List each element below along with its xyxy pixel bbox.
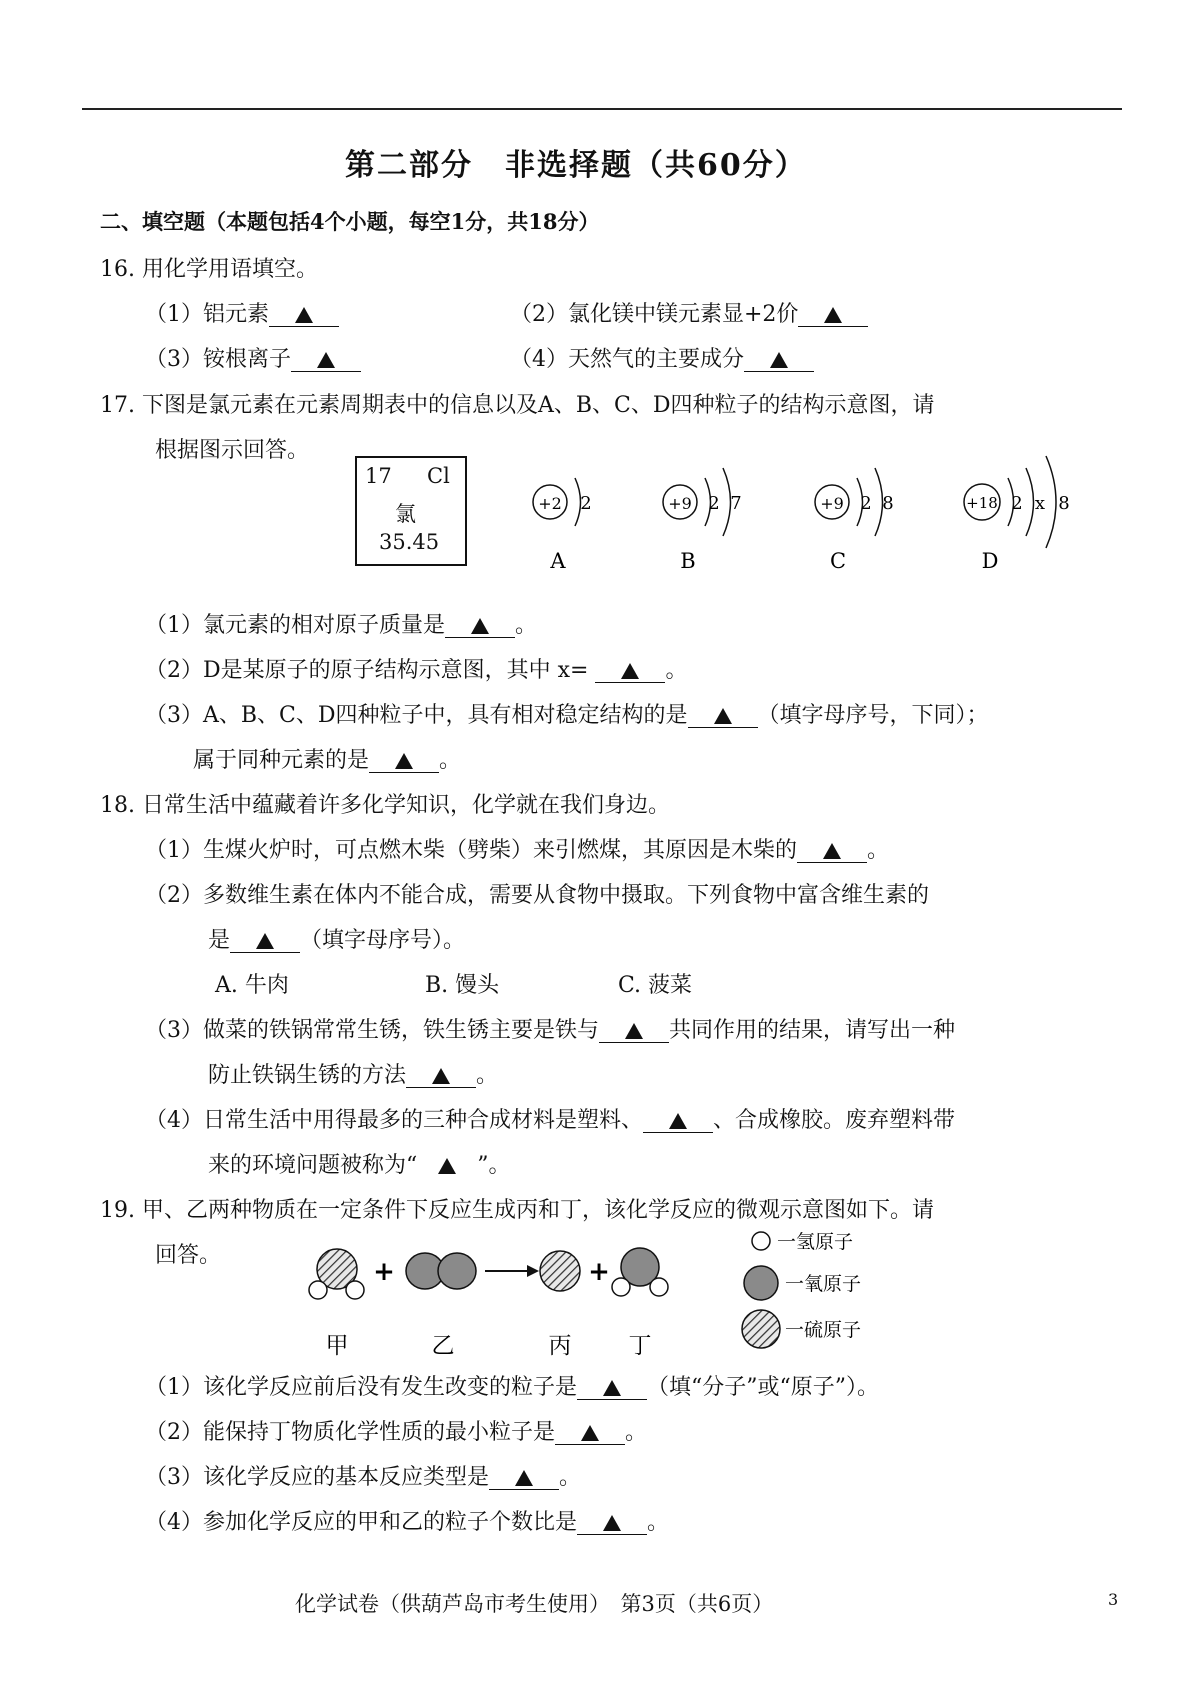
shell-d-2: x [1034, 493, 1046, 514]
label-ding: 丁 [628, 1333, 652, 1359]
q18-part3-text3: 防止铁锅生锈的方法 [208, 1063, 407, 1088]
q16-part1 [145, 297, 339, 328]
atom-diagram-b [663, 468, 742, 573]
atom-diagram-c [815, 468, 894, 573]
q17-part3-text: （3）A、B、C、D四种粒子中，具有相对稳定结构的是 [145, 703, 688, 728]
label-c: C [829, 549, 847, 573]
shell-c-1: 2 [860, 493, 872, 514]
molecule-ding [612, 1248, 668, 1296]
q18-part3-text2: 共同作用的结果，请写出一种 [669, 1018, 956, 1043]
q18-option-c: C. 菠菜 [618, 973, 693, 998]
page-number: 3 [1108, 1590, 1119, 1609]
answer-blank[interactable] [744, 349, 814, 372]
q17-part1 [145, 608, 537, 639]
q19-part4 [145, 1505, 669, 1536]
plus-sign: + [373, 1257, 395, 1287]
answer-blank[interactable] [489, 1467, 559, 1490]
q18-part4-cont [208, 1148, 511, 1179]
q17-part3 [145, 698, 989, 729]
hydrogen-legend-icon [752, 1232, 770, 1250]
q19-stem-line2: 回答。 [155, 1243, 222, 1268]
answer-blank[interactable] [291, 349, 361, 372]
q18-part1-text: （1）生煤火炉时，可点燃木柴（劈柴）来引燃煤，其原因是木柴的 [145, 838, 797, 863]
q17-part1-text: （1）氯元素的相对原子质量是 [145, 613, 445, 638]
q18-part4-text2: 、合成橡胶。废弃塑料带 [713, 1108, 956, 1133]
triangle-icon [823, 843, 841, 859]
q19-part2-text: （2）能保持丁物质化学性质的最小粒子是 [145, 1420, 555, 1445]
answer-blank[interactable] [577, 1377, 647, 1400]
label-d: D [981, 549, 999, 573]
shell-c-2: 8 [882, 493, 894, 514]
molecule-jia [309, 1249, 364, 1299]
answer-blank[interactable] [798, 304, 868, 327]
answer-blank[interactable] [406, 1065, 476, 1088]
triangle-icon [395, 753, 413, 769]
q18-part1 [145, 833, 889, 864]
plus-sign: + [588, 1257, 610, 1287]
q17-part3-cont [193, 743, 461, 774]
label-jia: 甲 [325, 1333, 349, 1359]
q17-part3-text2: 属于同种元素的是 [193, 748, 370, 773]
triangle-icon [669, 1113, 687, 1129]
q18-part4-end: ”。 [477, 1153, 511, 1178]
answer-blank[interactable] [555, 1422, 625, 1445]
atom-diagrams [520, 450, 1120, 590]
q17-part3-end: 。 [439, 748, 462, 773]
atomic-number: 17 [365, 464, 392, 488]
label-bing: 丙 [548, 1333, 572, 1359]
q19-part1-text: （1）该化学反应前后没有发生改变的粒子是 [145, 1375, 577, 1400]
q16-part3 [145, 342, 361, 373]
q18-part3-end: 。 [476, 1063, 499, 1088]
q19-stem-line1: 19. 甲、乙两种物质在一定条件下反应生成丙和丁，该化学反应的微观示意图如下。请 [100, 1198, 934, 1223]
answer-blank[interactable] [417, 1155, 477, 1177]
q19-part3 [145, 1460, 581, 1491]
shell-b-2: 7 [730, 493, 742, 514]
answer-blank[interactable] [269, 304, 339, 327]
page-footer: 化学试卷（供葫芦岛市考生使用） 第3页（共6页） [295, 1592, 774, 1616]
q16-part3-text: （3）铵根离子 [145, 347, 291, 372]
nucleus-c: +9 [820, 494, 844, 513]
q19-part2-end: 。 [625, 1420, 648, 1445]
molecule-bing [540, 1251, 580, 1291]
q18-part3 [145, 1013, 955, 1044]
q16-part1-text: （1）铝元素 [145, 302, 269, 327]
shell-b-1: 2 [708, 493, 720, 514]
q17-part2 [145, 653, 688, 684]
q18-part4-text3: 来的环境问题被称为“ [208, 1153, 418, 1178]
triangle-icon [438, 1158, 456, 1174]
q18-part1-end: 。 [867, 838, 890, 863]
q17-part2-text: （2）D是某原子的原子结构示意图，其中 x= [145, 658, 589, 683]
triangle-icon [625, 1023, 643, 1039]
answer-blank[interactable] [688, 705, 758, 728]
reaction-diagram [295, 1225, 895, 1365]
shell-d-3: 8 [1058, 493, 1070, 514]
q17-stem-line1: 17. 下图是氯元素在元素周期表中的信息以及A、B、C、D四种粒子的结构示意图，请 [100, 393, 935, 418]
q16-part2 [510, 297, 868, 328]
atomic-mass: 35.45 [379, 530, 440, 554]
triangle-icon [256, 933, 274, 949]
q19-part2 [145, 1415, 647, 1446]
triangle-icon [581, 1425, 599, 1441]
element-symbol: Cl [427, 464, 450, 488]
q18-stem: 18. 日常生活中蕴藏着许多化学知识，化学就在我们身边。 [100, 793, 670, 818]
q17-part3-note: （填字母序号，下同）； [757, 703, 989, 728]
triangle-icon [515, 1470, 533, 1486]
top-rule [82, 108, 1122, 110]
legend-hydrogen: 一氢原子 [777, 1231, 854, 1253]
arrow-icon [527, 1265, 539, 1277]
answer-blank[interactable] [577, 1512, 647, 1535]
q18-option-b: B. 馒头 [425, 973, 500, 998]
q17-part2-end: 。 [665, 658, 688, 683]
answer-blank[interactable] [643, 1110, 713, 1133]
shell-a-1: 2 [580, 493, 592, 514]
triangle-icon [295, 307, 313, 323]
triangle-icon [317, 352, 335, 368]
triangle-icon [471, 618, 489, 634]
answer-blank[interactable] [230, 930, 300, 953]
answer-blank[interactable] [369, 750, 439, 773]
element-name: 氯 [395, 502, 416, 526]
sulfur-legend-icon [742, 1310, 780, 1348]
triangle-icon [603, 1515, 621, 1531]
q18-part4 [145, 1103, 955, 1134]
triangle-icon [714, 708, 732, 724]
q18-part3-text: （3）做菜的铁锅常常生锈，铁生锈主要是铁与 [145, 1018, 599, 1043]
triangle-icon [621, 663, 639, 679]
q19-part4-text: （4）参加化学反应的甲和乙的粒子个数比是 [145, 1510, 577, 1535]
oxygen-legend-icon [744, 1266, 778, 1300]
molecule-yi [406, 1253, 476, 1289]
q16-part2-text: （2）氯化镁中镁元素显+2价 [510, 302, 799, 327]
q18-part2: （2）多数维生素在体内不能合成，需要从食物中摄取。下列食物中富含维生素的 [145, 883, 929, 908]
answer-blank[interactable] [595, 660, 665, 683]
answer-blank[interactable] [445, 615, 515, 638]
triangle-icon [770, 352, 788, 368]
label-yi: 乙 [431, 1333, 455, 1359]
q16-stem: 16. 用化学用语填空。 [100, 257, 318, 282]
q16-part4-text: （4）天然气的主要成分 [510, 347, 744, 372]
triangle-icon [824, 307, 842, 323]
nucleus-a: +2 [538, 494, 562, 513]
q18-part2-cont [208, 923, 465, 954]
q18-option-a: A. 牛肉 [215, 973, 289, 998]
label-b: B [680, 549, 696, 573]
label-a: A [550, 549, 566, 573]
part-title: 第二部分 非选择题（共60分） [345, 148, 807, 183]
q18-part3-cont [208, 1058, 498, 1089]
triangle-icon [432, 1068, 450, 1084]
triangle-icon [603, 1380, 621, 1396]
q17-stem-line2: 根据图示回答。 [155, 438, 310, 463]
q18-part2-note: （填字母序号）。 [300, 928, 466, 953]
atom-diagram-a [533, 478, 592, 573]
q19-part1-note: （填“分子”或“原子”）。 [647, 1375, 879, 1400]
legend-sulfur: 一硫原子 [785, 1319, 862, 1341]
q17-part1-end: 。 [515, 613, 538, 638]
q18-part4-text: （4）日常生活中用得最多的三种合成材料是塑料、 [145, 1108, 643, 1133]
legend [742, 1231, 861, 1348]
q19-part4-end: 。 [647, 1510, 670, 1535]
answer-blank[interactable] [797, 840, 867, 863]
q19-part3-text: （3）该化学反应的基本反应类型是 [145, 1465, 489, 1490]
atom-diagram-d [964, 456, 1070, 573]
nucleus-d: +18 [966, 494, 998, 512]
q16-part4 [510, 342, 814, 373]
q19-part3-end: 。 [559, 1465, 582, 1490]
q18-part2-text: 是 [208, 928, 231, 953]
shell-d-1: 2 [1011, 493, 1023, 514]
section-heading: 二、填空题（本题包括4个小题，每空1分，共18分） [100, 209, 600, 234]
q19-part1 [145, 1370, 879, 1401]
nucleus-b: +9 [668, 494, 692, 513]
legend-oxygen: 一氧原子 [785, 1273, 862, 1295]
answer-blank[interactable] [599, 1020, 669, 1043]
periodic-table-cell [355, 456, 467, 566]
